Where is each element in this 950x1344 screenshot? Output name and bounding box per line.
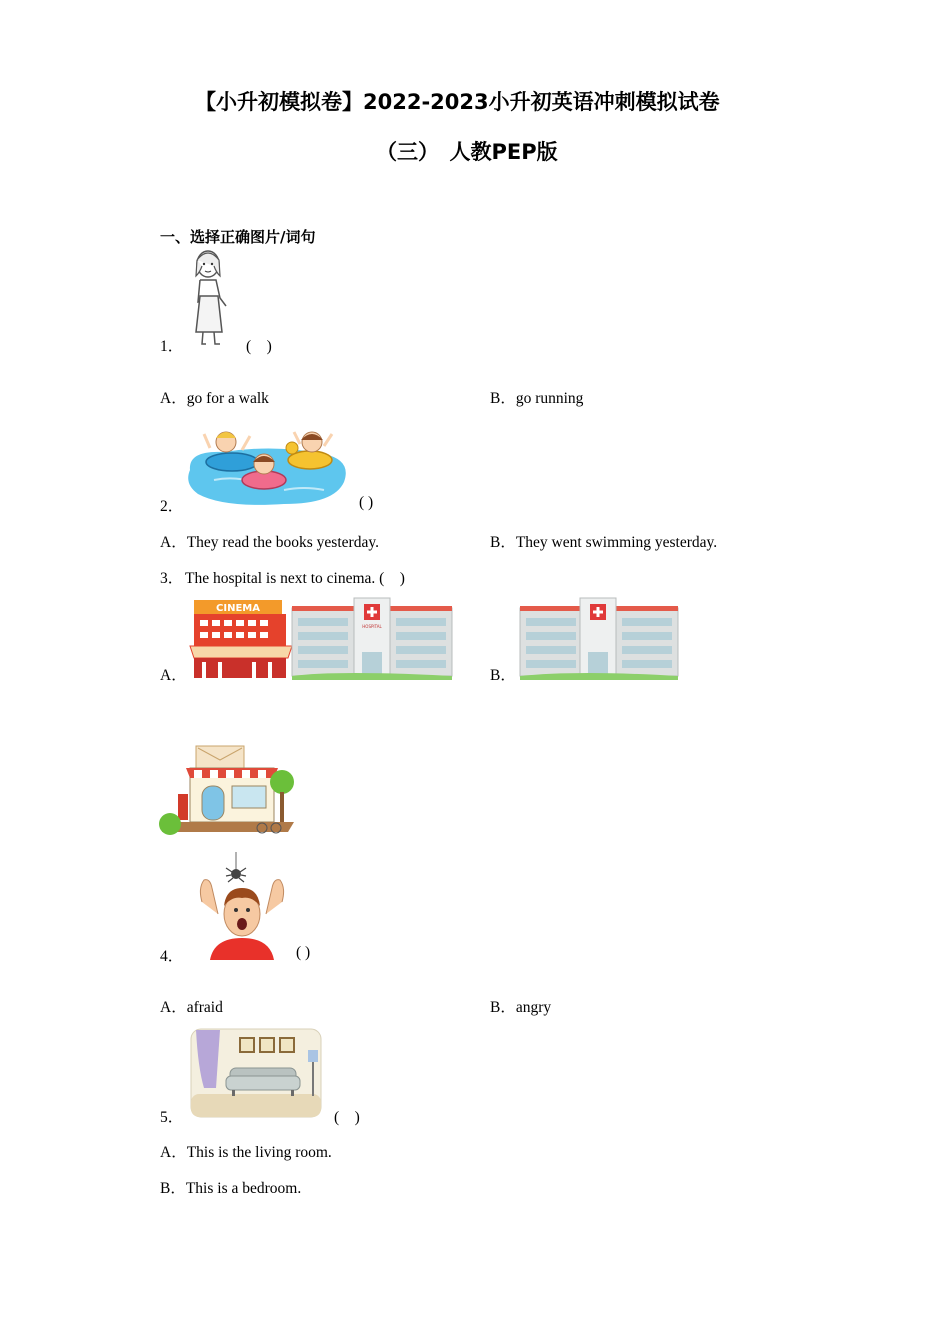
q3-option-b[interactable]: B． <box>490 667 516 684</box>
q5-answer-blank[interactable]: ( ) <box>334 1109 360 1126</box>
scared-boy-spider-picture <box>196 852 288 960</box>
q5-option-a[interactable]: A．This is the living room. <box>160 1144 332 1161</box>
hospital-sign-text: HOSPITAL <box>362 624 382 629</box>
girl-standing-picture <box>186 246 238 350</box>
q3-number: 3． <box>160 570 184 587</box>
q4-number: 4． <box>160 948 184 965</box>
q2-number: 2． <box>160 498 184 515</box>
cinema-hospital-picture <box>188 596 454 680</box>
q5-option-b[interactable]: B．This is a bedroom. <box>160 1180 302 1197</box>
q1-number: 1． <box>160 338 184 355</box>
cinema-sign-text: CINEMA <box>216 603 260 614</box>
page-title-line1: 【小升初模拟卷】2022-2023小升初英语冲刺模拟试卷 <box>195 90 720 114</box>
post-office-picture <box>158 742 300 838</box>
q1-option-a[interactable]: A．go for a walk <box>160 390 269 407</box>
page-title-line2: （三） 人教PEP版 <box>376 140 558 164</box>
q3-stem: The hospital is next to cinema. ( ) <box>185 570 405 587</box>
q4-option-a[interactable]: A．afraid <box>160 999 223 1016</box>
q4-answer-blank[interactable]: ( ) <box>296 944 311 961</box>
q5-number: 5． <box>160 1109 184 1126</box>
q2-option-a[interactable]: A．They read the books yesterday. <box>160 534 379 551</box>
section-heading: 一、选择正确图片/词句 <box>160 228 316 246</box>
q2-answer-blank[interactable]: ( ) <box>359 494 374 511</box>
q1-answer-blank[interactable]: ( ) <box>246 338 272 355</box>
hospital-only-picture <box>518 596 680 680</box>
q4-option-b[interactable]: B．angry <box>490 999 552 1016</box>
q2-option-b[interactable]: B．They went swimming yesterday. <box>490 534 718 551</box>
q1-option-b[interactable]: B．go running <box>490 390 584 407</box>
q3-option-a[interactable]: A． <box>160 667 187 684</box>
living-room-picture <box>190 1028 322 1118</box>
kids-swimming-picture <box>184 420 350 508</box>
